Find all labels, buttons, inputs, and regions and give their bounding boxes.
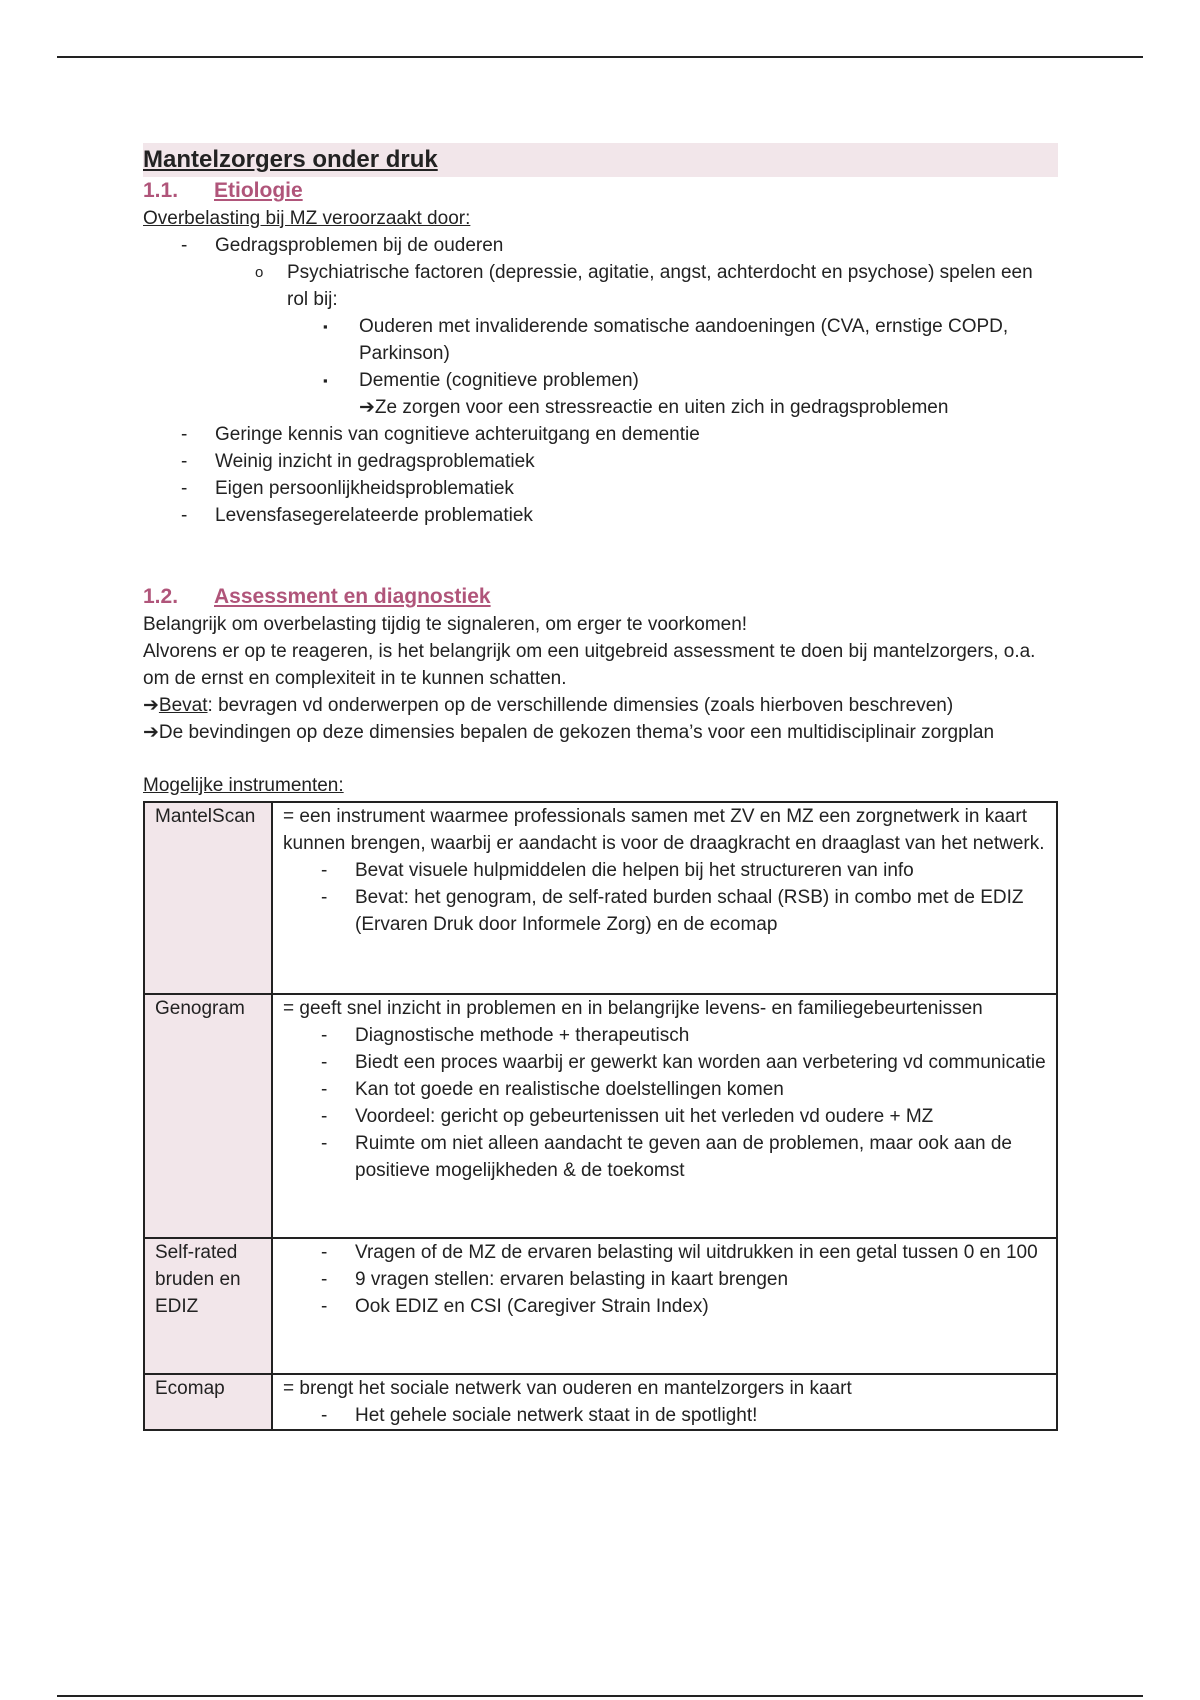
square-bullet: ▪	[323, 373, 328, 388]
list-item	[283, 1022, 1046, 1049]
arrow-text: : bevragen vd onderwerpen op de verschillende dimensies (zoals hierboven beschreven)	[207, 695, 954, 716]
dash-bullet: -	[181, 505, 188, 526]
footer-rule	[57, 1695, 1143, 1697]
list-item	[143, 448, 1058, 475]
instrument-name: Genogram	[144, 994, 272, 1238]
dash-bullet: -	[321, 1296, 328, 1317]
assessment-paragraph-1: Belangrijk om overbelasting tijdig te signaleren, om erger te voorkomen!	[143, 614, 748, 635]
dash-bullet: -	[181, 424, 188, 445]
list-item-text: Gedragsproblemen bij de ouderen	[215, 235, 504, 256]
list-item	[143, 475, 1058, 502]
section-heading-etiologie	[143, 177, 1058, 205]
list-item	[283, 1402, 1046, 1429]
dash-bullet: -	[321, 1242, 328, 1263]
dash-bullet: -	[321, 1133, 328, 1154]
list-item-text: Voordeel: gericht op gebeurtenissen uit het verleden vd oudere + MZ	[355, 1106, 934, 1127]
section-number: 1.1.	[143, 179, 179, 202]
arrow-icon: ➔	[143, 695, 159, 716]
dash-bullet: -	[321, 1025, 328, 1046]
dash-bullet: -	[321, 860, 328, 881]
assessment-arrow-2	[143, 719, 1058, 746]
dash-bullet: -	[321, 1079, 328, 1100]
list-item-text: Geringe kennis van cognitieve achteruitgang en dementie	[215, 424, 700, 445]
dash-bullet: -	[181, 478, 188, 499]
instrument-name: MantelScan	[144, 802, 272, 994]
list-item-text: Ruimte om niet alleen aandacht te geven aan de problemen, maar ook aan de positieve mogelijkheden & de toekomst	[355, 1133, 1012, 1181]
list-item-text: Ook EDIZ en CSI (Caregiver Strain Index)	[355, 1296, 709, 1317]
instruments-table	[143, 801, 1058, 1431]
list-item-text: Diagnostische methode + therapeutisch	[355, 1025, 690, 1046]
list-item	[283, 1239, 1046, 1266]
arrow-text: De bevindingen op deze dimensies bepalen de gekozen thema’s voor een multidisciplinair zorgplan	[158, 722, 995, 743]
list-item	[143, 502, 1058, 529]
list-item-text: Vragen of de MZ de ervaren belasting wil uitdrukken in een getal tussen 0 en 100	[355, 1242, 1038, 1263]
description-text: = brengt het sociale netwerk van ouderen en mantelzorgers in kaart	[283, 1378, 852, 1399]
etiologie-list-continued	[143, 421, 1058, 529]
instrument-description	[272, 994, 1057, 1238]
arrow-icon: ➔	[143, 722, 159, 743]
list-item-text: Bevat: het genogram, de self-rated burden schaal (RSB) in combo met de EDIZ (Ervaren Druk door Informele Zorg) en de ecomap	[355, 887, 1024, 935]
section-title: Assessment en diagnostiek	[214, 585, 491, 608]
description-text: = een instrument waarmee professionals samen met ZV en MZ een zorgnetwerk in kaart kunnen brengen, waarbij er aandacht is voor de draagkracht en draaglast van het netwerk.	[283, 806, 1045, 854]
list-item-text: Eigen persoonlijkheidsproblematiek	[215, 478, 514, 499]
table-row	[144, 802, 1057, 994]
list-item-text: Psychiatrische factoren (depressie, agitatie, angst, achterdocht en psychose) spelen een rol bij:	[287, 262, 1033, 310]
list-item	[283, 1293, 1046, 1320]
dash-bullet: -	[321, 1052, 328, 1073]
assessment-paragraph-2: Alvorens er op te reageren, is het belangrijk om een uitgebreid assessment te doen bij mantelzorgers, o.a. om de ernst en complexiteit in te kunnen schatten.	[143, 641, 1036, 689]
list-item-text: Ouderen met invaliderende somatische aandoeningen (CVA, ernstige COPD, Parkinson)	[359, 316, 1009, 364]
header-rule	[57, 56, 1143, 58]
section-title: Etiologie	[214, 179, 303, 202]
description-text: = geeft snel inzicht in problemen en in belangrijke levens- en familiegebeurtenissen	[283, 998, 983, 1019]
dash-bullet: -	[321, 1405, 328, 1426]
list-item-text: Weinig inzicht in gedragsproblematiek	[215, 451, 535, 472]
page-title: Mantelzorgers onder druk	[143, 143, 1058, 177]
list-item	[215, 259, 1058, 394]
list-item-text: Bevat visuele hulpmiddelen die helpen bij het structureren van info	[355, 860, 914, 881]
dash-bullet: -	[321, 1106, 328, 1127]
list-item	[283, 1076, 1046, 1103]
list-item-text: Dementie (cognitieve problemen)	[359, 370, 639, 391]
instrument-description	[272, 802, 1057, 994]
dash-bullet: -	[321, 1269, 328, 1290]
instruments-heading: Mogelijke instrumenten:	[143, 775, 344, 796]
list-item-text: 9 vragen stellen: ervaren belasting in kaart brengen	[355, 1269, 789, 1290]
table-row	[144, 1374, 1057, 1430]
list-item-text: Het gehele sociale netwerk staat in de spotlight!	[355, 1405, 758, 1426]
dash-bullet: -	[181, 451, 188, 472]
list-item	[283, 1103, 1046, 1130]
circle-bullet: o	[255, 264, 264, 281]
list-item	[283, 857, 1046, 884]
instrument-description	[272, 1238, 1057, 1374]
list-item	[283, 1049, 1046, 1076]
list-item	[283, 1266, 1046, 1293]
list-item	[287, 367, 1058, 394]
list-item	[287, 313, 1058, 367]
instrument-description	[272, 1374, 1057, 1430]
list-item-text: Kan tot goede en realistische doelstellingen komen	[355, 1079, 784, 1100]
arrow-note: ➔Ze zorgen voor een stressreactie en uiten zich in gedragsproblemen	[359, 397, 949, 418]
list-item	[143, 421, 1058, 448]
list-item-text: Biedt een proces waarbij er gewerkt kan worden aan verbetering vd communicatie	[355, 1052, 1046, 1073]
list-item	[143, 232, 1058, 394]
etiologie-intro: Overbelasting bij MZ veroorzaakt door:	[143, 208, 471, 229]
etiologie-list	[143, 232, 1058, 394]
instrument-name: Self-rated bruden en EDIZ	[144, 1238, 272, 1374]
list-item	[283, 1130, 1046, 1184]
assessment-arrow-1	[143, 692, 1058, 719]
square-bullet: ▪	[323, 319, 328, 334]
instrument-name: Ecomap	[144, 1374, 272, 1430]
table-row	[144, 1238, 1057, 1374]
dash-bullet: -	[181, 235, 188, 256]
list-item-text: Levensfasegerelateerde problematiek	[215, 505, 533, 526]
document-page	[143, 143, 1058, 1431]
section-number: 1.2.	[143, 585, 179, 608]
section-heading-assessment	[143, 583, 1058, 611]
bevat-label: Bevat	[158, 695, 208, 716]
list-item	[283, 884, 1046, 938]
table-row	[144, 994, 1057, 1238]
dash-bullet: -	[321, 887, 328, 908]
